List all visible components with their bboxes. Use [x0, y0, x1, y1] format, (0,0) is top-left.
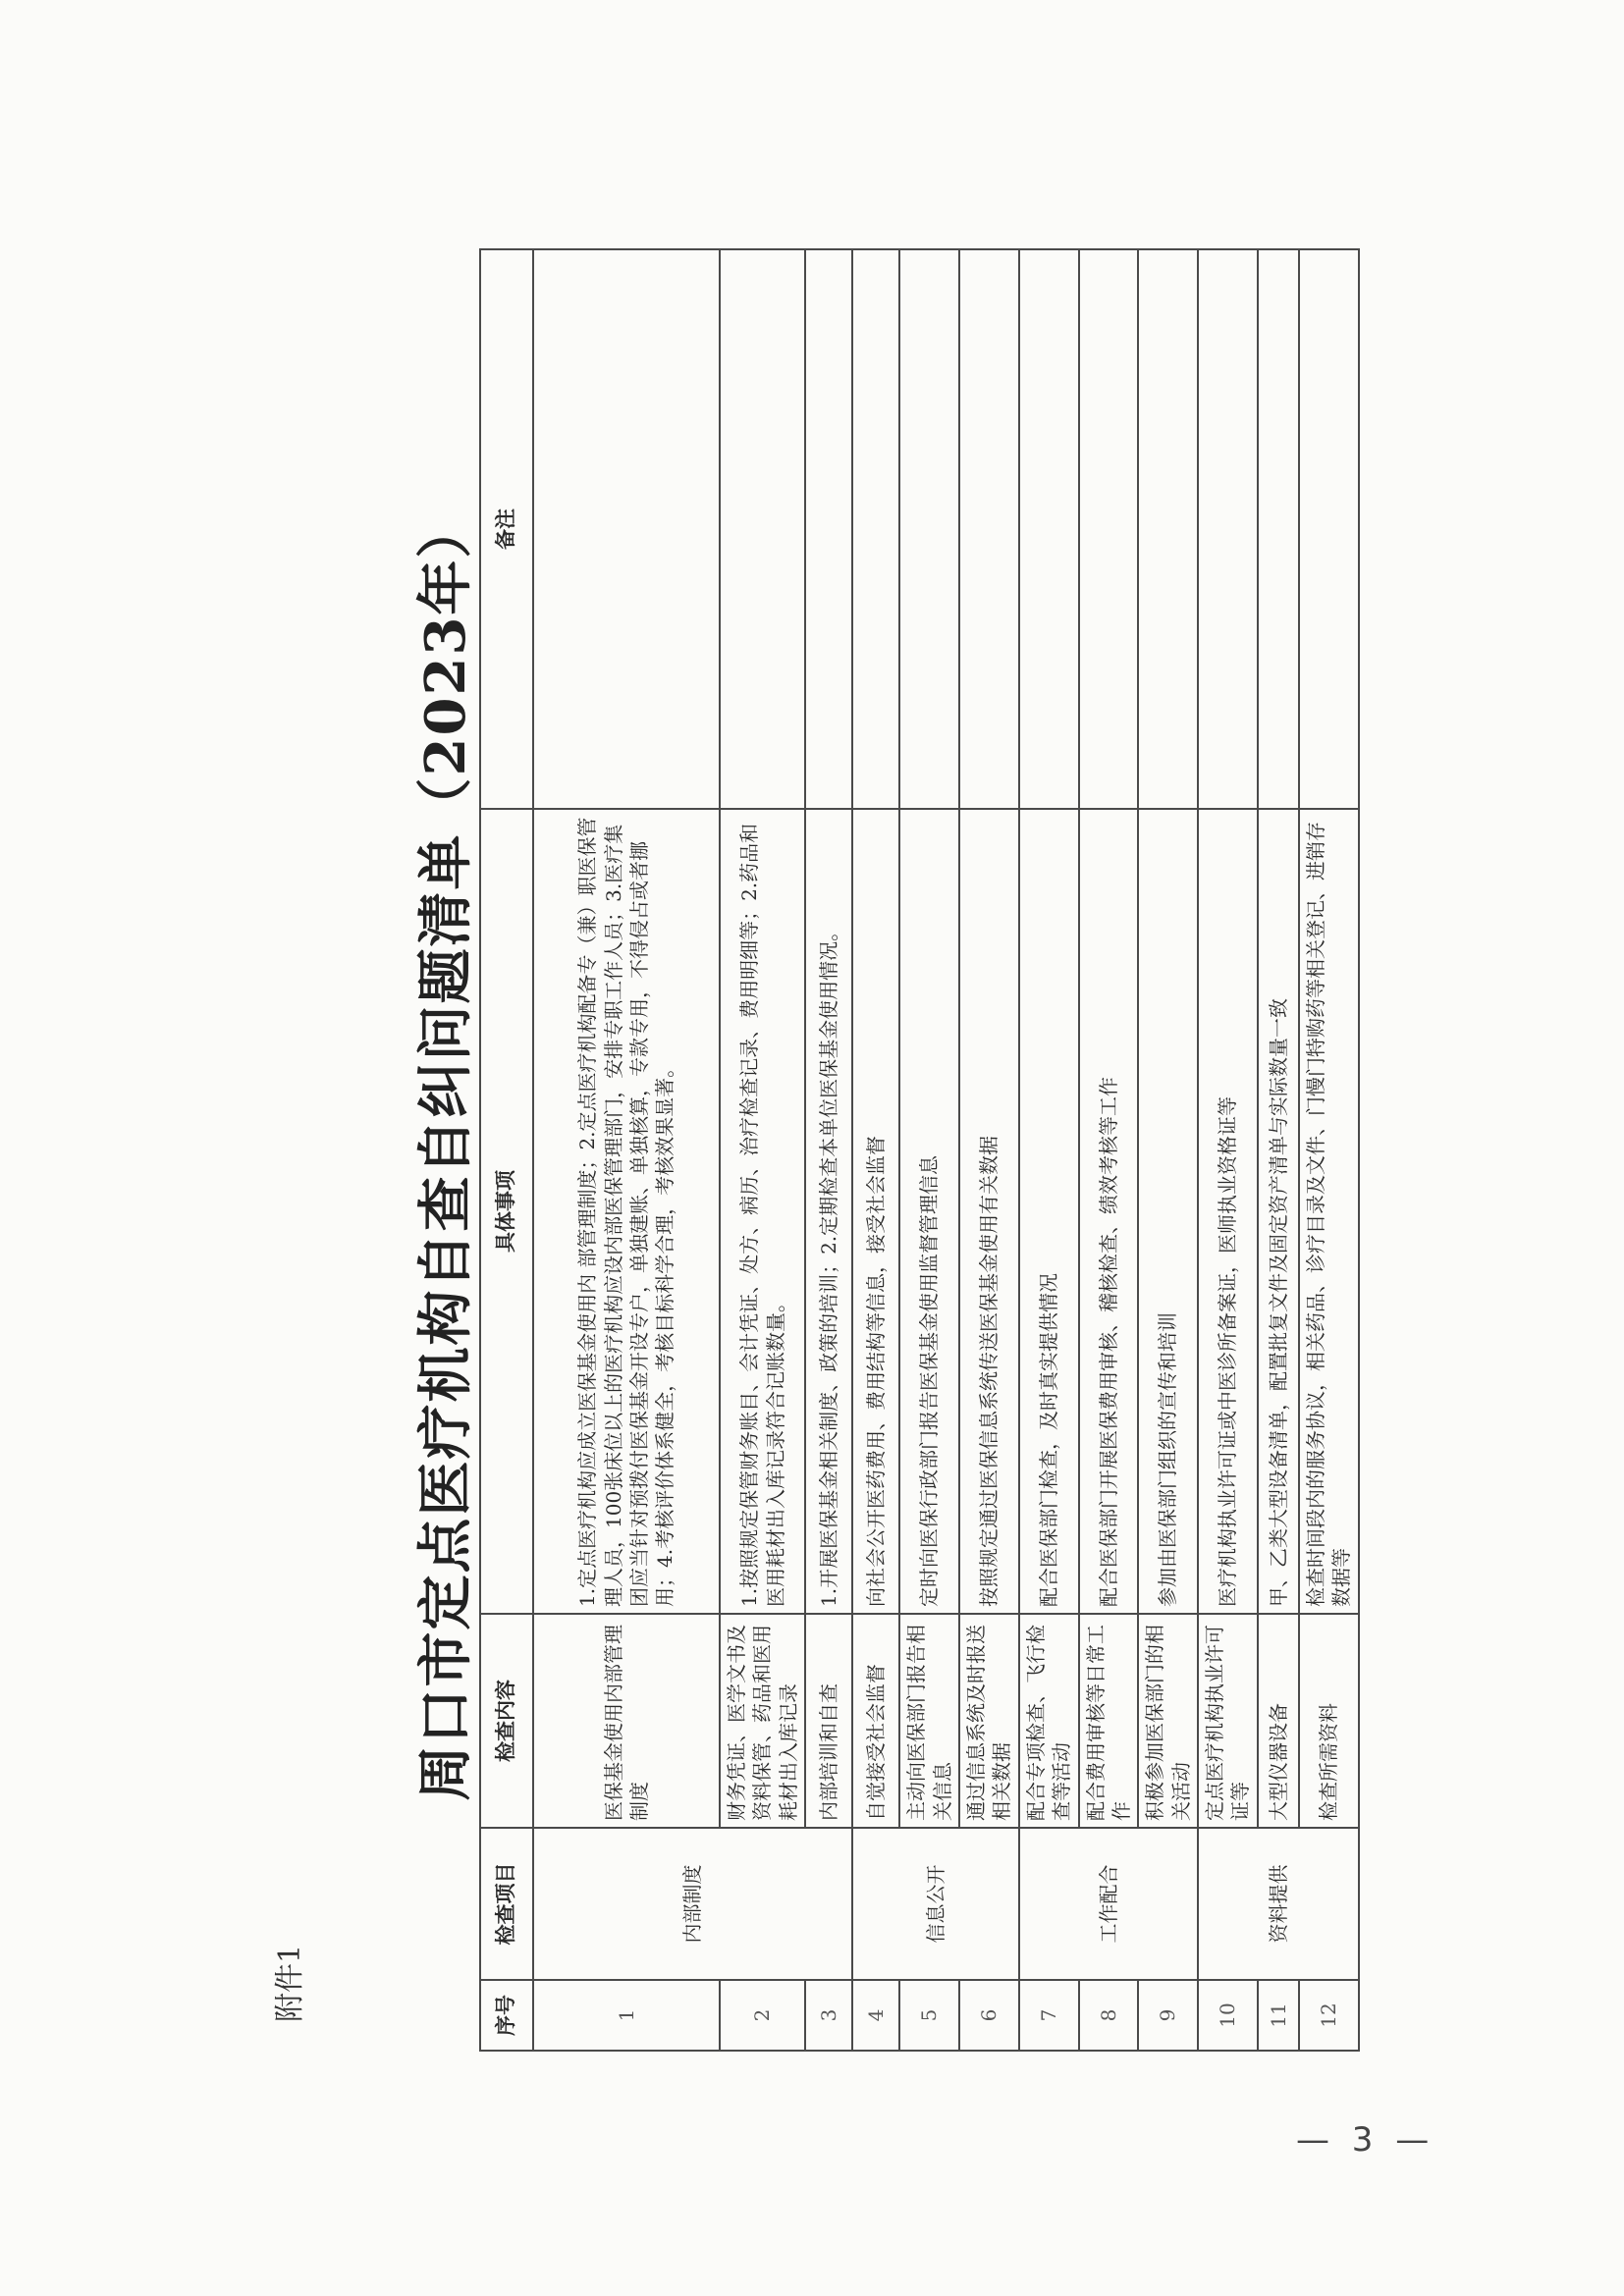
- row-content: 自觉接受社会监督: [852, 1614, 899, 1828]
- row-detail: 1.按照规定保管财务账目、会计凭证、处方、病历、治疗检查记录、费用明细等；2.药品和医用耗材出入库记录符合记账数量。: [720, 809, 805, 1614]
- row-content: 配合费用审核等日常工作: [1079, 1614, 1139, 1828]
- group-materials: 资料提供: [1198, 1828, 1359, 1980]
- row-detail: 1.定点医疗机构应成立医保基金使用内 部管理制度；2.定点医疗机构配备专（兼）职医保管理人员，100张床位以上的医疗机构应设内部医保管理部门，安排专职工作人员；3.医疗集团应当针对预拨付医保基金开设专户，单独建账、单独核算，专款专用，不得侵占或者挪用；4.考核评价体系健全，考核目标科学合理，考核效果显著。: [533, 809, 720, 1614]
- table-row: [899, 249, 959, 2051]
- row-seq: 4: [852, 1980, 899, 2051]
- table-header-row: [480, 249, 533, 2051]
- row-remark: [533, 249, 720, 809]
- row-seq: 12: [1299, 1980, 1359, 2051]
- row-remark: [1258, 249, 1299, 809]
- table-row: [959, 249, 1019, 2051]
- table-row: [1198, 249, 1258, 2051]
- header-detail: 具体事项: [480, 809, 533, 1614]
- row-remark: [959, 249, 1019, 809]
- table-row: [805, 249, 852, 2051]
- row-seq: 8: [1079, 1980, 1139, 2051]
- row-content: 通过信息系统及时报送相关数据: [959, 1614, 1019, 1828]
- row-content: 主动向医保部门报告相关信息: [899, 1614, 959, 1828]
- row-detail: 参加由医保部门组织的宣传和培训: [1138, 809, 1198, 1614]
- header-item: 检查项目: [480, 1828, 533, 1980]
- header-seq: 序号: [480, 1980, 533, 2051]
- row-remark: [805, 249, 852, 809]
- document-title: 周口市定点医疗机构自查自纠问题清单（2023年）: [413, 501, 478, 1801]
- row-detail: 1.开展医保基金相关制度、政策的培训；2.定期检查本单位医保基金使用情况。: [805, 809, 852, 1614]
- row-remark: [1079, 249, 1139, 809]
- row-seq: 9: [1138, 1980, 1198, 2051]
- group-info-open: 信息公开: [852, 1828, 1019, 1980]
- row-remark: [852, 249, 899, 809]
- rotated-document-page: [265, 250, 1354, 2052]
- row-remark: [1019, 249, 1079, 809]
- table-row: [1258, 249, 1299, 2051]
- row-content: 检查所需资料: [1299, 1614, 1359, 1828]
- row-detail: 配合医保部门开展医保费用审核、稽核检查、绩效考核等工作: [1079, 809, 1139, 1614]
- row-seq: 11: [1258, 1980, 1299, 2051]
- table-row: [852, 249, 899, 2051]
- row-detail: 按照规定通过医保信息系统传送医保基金使用有关数据: [959, 809, 1019, 1614]
- row-detail: 医疗机构执业许可证或中医诊所备案证，医师执业资格证等: [1198, 809, 1258, 1614]
- header-content: 检查内容: [480, 1614, 533, 1828]
- table-row: [533, 249, 720, 2051]
- row-seq: 7: [1019, 1980, 1079, 2051]
- row-seq: 10: [1198, 1980, 1258, 2051]
- row-detail: 配合医保部门检查，及时真实提供情况: [1019, 809, 1079, 1614]
- table-row: [1079, 249, 1139, 2051]
- table-row: [1138, 249, 1198, 2051]
- row-content: 定点医疗机构执业许可证等: [1198, 1614, 1258, 1828]
- row-detail: 向社会公开医药费用、费用结构等信息，接受社会监督: [852, 809, 899, 1614]
- row-seq: 6: [959, 1980, 1019, 2051]
- checklist-table: [479, 248, 1360, 2052]
- row-content: 大型仪器设备: [1258, 1614, 1299, 1828]
- row-detail: 定时向医保行政部门报告医保基金使用监督管理信息: [899, 809, 959, 1614]
- row-content: 内部培训和自查: [805, 1614, 852, 1828]
- row-content: 财务凭证、医学文书及资料保管、药品和医用耗材出入库记录: [720, 1614, 805, 1828]
- row-content: 配合专项检查、飞行检查等活动: [1019, 1614, 1079, 1828]
- row-remark: [1198, 249, 1258, 809]
- group-work-coop: 工作配合: [1019, 1828, 1198, 1980]
- row-remark: [899, 249, 959, 809]
- row-content: 积极参加医保部门的相关活动: [1138, 1614, 1198, 1828]
- row-content: 医保基金使用内部管理制度: [533, 1614, 720, 1828]
- row-seq: 1: [533, 1980, 720, 2051]
- attachment-label: 附件1: [273, 1944, 307, 2022]
- group-internal: 内部制度: [533, 1828, 852, 1980]
- row-remark: [1299, 249, 1359, 809]
- table-row: [720, 249, 805, 2051]
- page-number: — 3 —: [1296, 2120, 1435, 2160]
- row-detail: 检查时间段内的服务协议，相关药品、诊疗目录及文件、门慢门特购药等相关登记、进销存数据等: [1299, 809, 1359, 1614]
- row-seq: 3: [805, 1980, 852, 2051]
- header-remark: 备注: [480, 249, 533, 809]
- row-remark: [1138, 249, 1198, 809]
- row-seq: 5: [899, 1980, 959, 2051]
- row-detail: 甲、乙类大型设备清单，配置批复文件及固定资产清单与实际数量一致: [1258, 809, 1299, 1614]
- table-row: [1019, 249, 1079, 2051]
- row-remark: [720, 249, 805, 809]
- row-seq: 2: [720, 1980, 805, 2051]
- table-row: [1299, 249, 1359, 2051]
